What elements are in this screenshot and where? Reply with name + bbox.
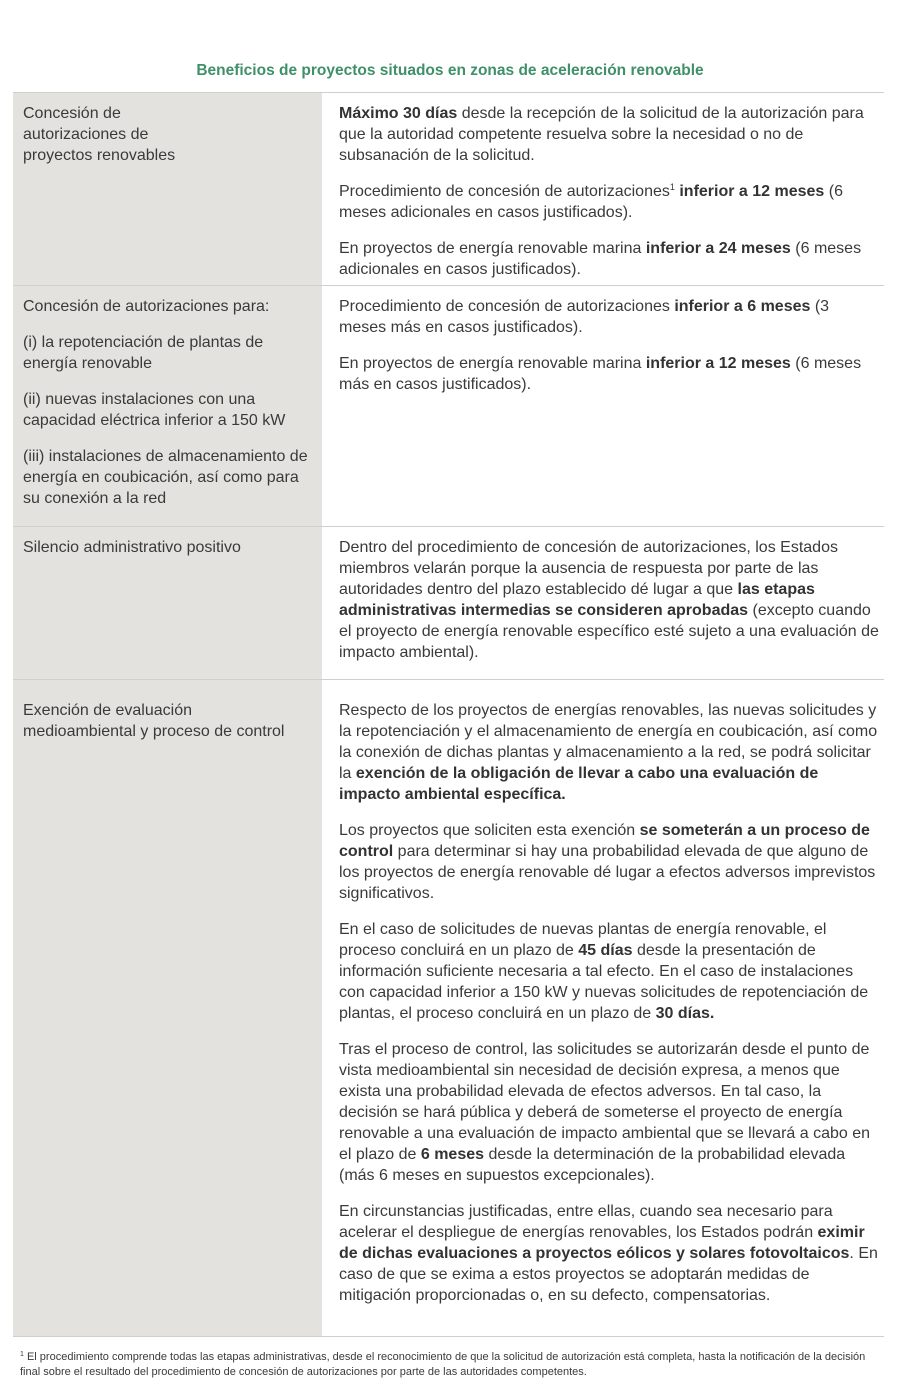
content-paragraph: En circunstancias justificadas, entre ellas, cuando sea necesario para acelerar el despliegue de energías renovables, los Estados podrán eximir de dichas evaluaciones a proyectos eólicos y solares fotovoltaicos. En caso de que se exima a estos proyectos se adoptarán medidas de mitigación proporcionadas o, en su defecto, compensatorias. [339, 1203, 878, 1304]
benefits-table [13, 92, 884, 1337]
content-paragraph: Tras el proceso de control, las solicitudes se autorizarán desde el punto de vista medioambiental sin necesidad de decisión expresa, a menos que exista una probabilidad elevada de efectos adversos. En tal caso, la decisión se hará pública y deberá de someterse el proyecto de energía renovable a una evaluación de impacto ambiental que se llevará a cabo en el plazo de 6 meses desde la determinación de la probabilidad elevada (más 6 meses en supuestos excepcionales). [339, 1041, 871, 1184]
content-paragraph: En proyectos de energía renovable marina inferior a 24 meses (6 meses adicionales en casos justificados). [339, 240, 862, 278]
footnote-marker: 1 [20, 1351, 24, 1358]
content-paragraph: Máximo 30 días desde la recepción de la solicitud de la autorización para que la autoridad competente resuelva sobre la necesidad o no de subsanación de la solicitud. [339, 105, 864, 164]
row-label-item: (iii) instalaciones de almacenamiento de energía en coubicación, así como para su conexión a la red [23, 448, 308, 507]
table-title: Beneficios de proyectos situados en zonas de aceleración renovable [196, 62, 704, 79]
row-content-cell [322, 93, 884, 285]
content-paragraph: Dentro del procedimiento de concesión de autorizaciones, los Estados miembros velarán porque la ausencia de respuesta por parte de las autoridades dentro del plazo establecido dé lugar a que las etapas administrativas intermedias se consideren aprobadas (excepto cuando el proyecto de energía renovable específico esté sujeto a una evaluación de impacto ambiental). [339, 539, 879, 661]
footnote [20, 1350, 886, 1380]
table-row [13, 92, 884, 286]
table-row [13, 527, 884, 680]
row-label-item: (i) la repotenciación de plantas de energía renovable [23, 334, 264, 372]
content-paragraph: En el caso de solicitudes de nuevas plantas de energía renovable, el proceso concluirá en un plazo de 45 días desde la presentación de información suficiente necesaria a tal efecto. En el caso de instalaciones con capacidad inferior a 150 kW y nuevas solicitudes de repotenciación de plantas, el proceso concluirá en un plazo de 30 días. [339, 921, 869, 1022]
content-paragraph: Procedimiento de concesión de autorizaciones inferior a 6 meses (3 meses más en casos justificados). [339, 298, 830, 336]
footnote-text: El procedimiento comprende todas las etapas administrativas, desde el reconocimiento de que la solicitud de autorización está completa, hasta la notificación de la decisión final sobre el resultado del procedimiento de concesión de autorizaciones por parte de las autoridades competentes. [20, 1351, 866, 1378]
row-label-cell [13, 527, 322, 679]
content-paragraph: Los proyectos que soliciten esta exención se someterán a un proceso de control para determinar si hay una probabilidad elevada de que alguno de los proyectos de energía renovable dé lugar a efectos adversos imprevistos significativos. [339, 822, 876, 902]
row-label-item: (ii) nuevas instalaciones con una capacidad eléctrica inferior a 150 kW [23, 391, 286, 429]
row-label-cell [13, 680, 322, 1336]
row-content-cell [322, 680, 884, 1336]
row-label-cell [13, 286, 322, 526]
row-label-cell [13, 93, 322, 285]
row-label: Silencio administrativo positivo [23, 539, 241, 556]
row-label: Concesión de autorizaciones de proyectos renovables [23, 105, 176, 164]
content-paragraph: En proyectos de energía renovable marina inferior a 12 meses (6 meses más en casos justificados). [339, 355, 862, 393]
content-paragraph: Procedimiento de concesión de autorizaciones$^1$ inferior a 12 meses (6 meses adicionales en casos justificados). [339, 182, 843, 221]
table-row [13, 286, 884, 527]
row-label: Concesión de autorizaciones para: [23, 298, 270, 315]
row-content-cell [322, 527, 884, 679]
table-row [13, 680, 884, 1337]
content-paragraph: Respecto de los proyectos de energías renovables, las nuevas solicitudes y la repotenciación y el almacenamiento de energía en coubicación, así como la conexión de dichas plantas y almacenamiento a la red, se podrá solicitar la exención de la obligación de llevar a cabo una evaluación de impacto ambiental específica. [339, 702, 878, 803]
row-content-cell [322, 286, 884, 526]
row-label: Exención de evaluación medioambiental y proceso de control [23, 702, 285, 740]
